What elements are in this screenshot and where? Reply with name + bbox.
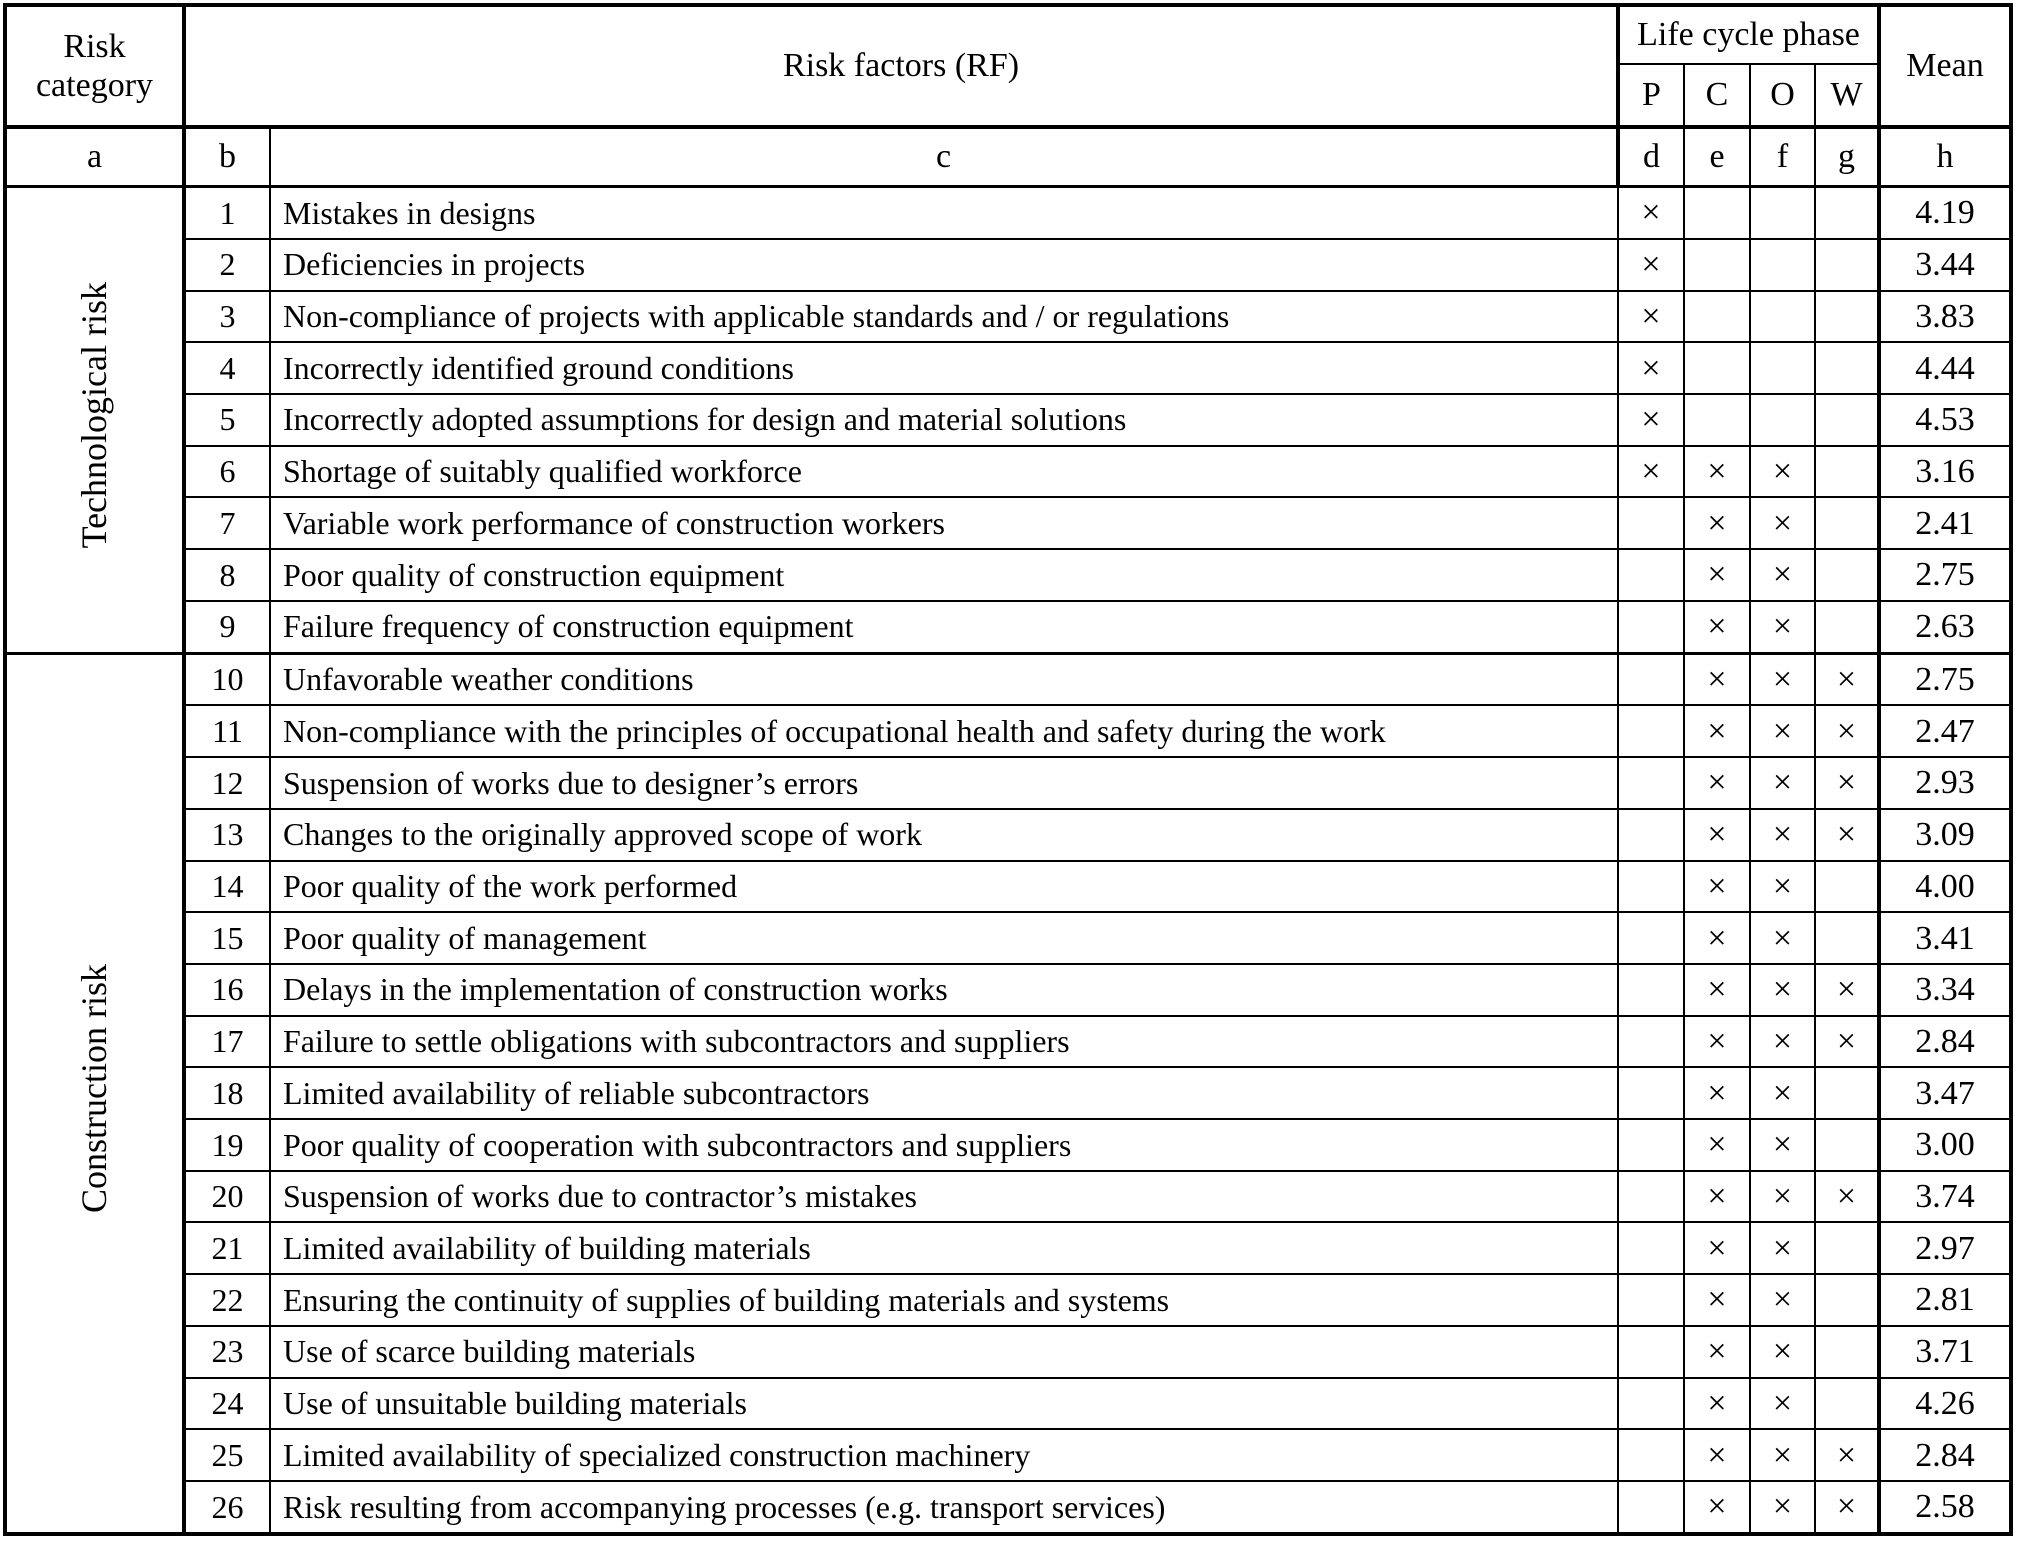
rf-number-cell: 7 <box>184 497 270 549</box>
phase-header-c: C <box>1684 64 1750 127</box>
rf-description-cell: Poor quality of cooperation with subcontractors and suppliers <box>270 1119 1618 1171</box>
phase-c-cell: × <box>1684 1222 1750 1274</box>
table-row <box>5 653 2011 705</box>
phase-o-cell: × <box>1750 497 1815 549</box>
phase-w-cell <box>1815 497 1879 549</box>
rf-number-cell: 15 <box>184 912 270 964</box>
table-row <box>5 809 2011 861</box>
phase-p-cell <box>1618 1326 1684 1378</box>
phase-w-cell <box>1815 446 1879 498</box>
mean-value-cell: 3.74 <box>1879 1171 2011 1223</box>
column-letter-g: g <box>1815 127 1879 187</box>
phase-o-cell <box>1750 291 1815 343</box>
phase-p-cell <box>1618 1067 1684 1119</box>
mean-value-cell: 2.84 <box>1879 1016 2011 1068</box>
phase-c-cell: × <box>1684 1429 1750 1481</box>
table-row <box>5 342 2011 394</box>
mean-value-cell: 2.84 <box>1879 1429 2011 1481</box>
table-header <box>5 5 2011 187</box>
phase-c-cell <box>1684 291 1750 343</box>
phase-p-cell <box>1618 1378 1684 1430</box>
phase-p-cell <box>1618 1016 1684 1068</box>
phase-p-cell <box>1618 1222 1684 1274</box>
column-letter-d: d <box>1618 127 1684 187</box>
phase-w-cell <box>1815 187 1879 239</box>
rf-number-cell: 14 <box>184 861 270 913</box>
rf-number-cell: 16 <box>184 964 270 1016</box>
phase-c-cell: × <box>1684 912 1750 964</box>
rf-description-cell: Incorrectly adopted assumptions for design and material solutions <box>270 394 1618 446</box>
rf-number-cell: 9 <box>184 601 270 653</box>
phase-c-cell: × <box>1684 1067 1750 1119</box>
phase-p-cell <box>1618 705 1684 757</box>
phase-w-cell <box>1815 1119 1879 1171</box>
rf-number-cell: 22 <box>184 1274 270 1326</box>
rf-description-cell: Limited availability of reliable subcontractors <box>270 1067 1618 1119</box>
phase-o-cell: × <box>1750 757 1815 809</box>
mean-value-cell: 2.75 <box>1879 653 2011 705</box>
phase-w-cell: × <box>1815 1481 1879 1534</box>
rf-description-cell: Suspension of works due to contractor’s mistakes <box>270 1171 1618 1223</box>
phase-c-cell: × <box>1684 705 1750 757</box>
phase-p-cell <box>1618 601 1684 653</box>
mean-value-cell: 2.58 <box>1879 1481 2011 1534</box>
phase-c-cell: × <box>1684 1326 1750 1378</box>
phase-p-cell <box>1618 1429 1684 1481</box>
rf-description-cell: Failure to settle obligations with subcontractors and suppliers <box>270 1016 1618 1068</box>
rf-description-cell: Delays in the implementation of construction works <box>270 964 1618 1016</box>
life-cycle-phase-header: Life cycle phase <box>1618 5 1879 64</box>
phase-o-cell: × <box>1750 1119 1815 1171</box>
table-row <box>5 861 2011 913</box>
table-row <box>5 1222 2011 1274</box>
phase-o-cell: × <box>1750 1378 1815 1430</box>
phase-o-cell: × <box>1750 705 1815 757</box>
phase-w-cell <box>1815 394 1879 446</box>
table-row <box>5 601 2011 653</box>
rf-description-cell: Variable work performance of construction workers <box>270 497 1618 549</box>
phase-o-cell: × <box>1750 861 1815 913</box>
phase-c-cell: × <box>1684 549 1750 601</box>
phase-p-cell <box>1618 809 1684 861</box>
risk-category-cell <box>5 187 184 654</box>
phase-o-cell: × <box>1750 549 1815 601</box>
mean-value-cell: 4.19 <box>1879 187 2011 239</box>
header-row-main <box>5 5 2011 64</box>
risk-category-header: Risk category <box>5 5 184 127</box>
phase-w-cell: × <box>1815 1016 1879 1068</box>
phase-o-cell: × <box>1750 1067 1815 1119</box>
mean-value-cell: 2.93 <box>1879 757 2011 809</box>
header-row-letters <box>5 127 2011 187</box>
phase-p-cell <box>1618 1119 1684 1171</box>
phase-o-cell: × <box>1750 809 1815 861</box>
mean-value-cell: 4.26 <box>1879 1378 2011 1430</box>
rf-description-cell: Mistakes in designs <box>270 187 1618 239</box>
risk-category-label: Construction risk <box>73 964 114 1214</box>
rf-number-cell: 3 <box>184 291 270 343</box>
rf-number-cell: 17 <box>184 1016 270 1068</box>
mean-value-cell: 2.75 <box>1879 549 2011 601</box>
group-technological-risk <box>5 187 2011 654</box>
phase-w-cell <box>1815 549 1879 601</box>
rf-description-cell: Shortage of suitably qualified workforce <box>270 446 1618 498</box>
rf-description-cell: Changes to the originally approved scope of work <box>270 809 1618 861</box>
rf-description-cell: Unfavorable weather conditions <box>270 653 1618 705</box>
rf-number-cell: 24 <box>184 1378 270 1430</box>
rf-number-cell: 10 <box>184 653 270 705</box>
column-letter-f: f <box>1750 127 1815 187</box>
phase-p-cell: × <box>1618 446 1684 498</box>
table-row <box>5 446 2011 498</box>
rf-number-cell: 6 <box>184 446 270 498</box>
phase-w-cell: × <box>1815 809 1879 861</box>
rf-description-cell: Use of scarce building materials <box>270 1326 1618 1378</box>
rf-number-cell: 1 <box>184 187 270 239</box>
phase-w-cell: × <box>1815 705 1879 757</box>
column-letter-c: c <box>270 127 1618 187</box>
rf-number-cell: 23 <box>184 1326 270 1378</box>
phase-o-cell: × <box>1750 1222 1815 1274</box>
phase-o-cell <box>1750 342 1815 394</box>
rf-description-cell: Poor quality of the work performed <box>270 861 1618 913</box>
rf-description-cell: Failure frequency of construction equipment <box>270 601 1618 653</box>
table-row <box>5 757 2011 809</box>
risk-factors-table <box>3 3 2013 1536</box>
table-row <box>5 1274 2011 1326</box>
rf-description-cell: Limited availability of specialized construction machinery <box>270 1429 1618 1481</box>
table-row <box>5 1067 2011 1119</box>
rf-number-cell: 21 <box>184 1222 270 1274</box>
phase-o-cell: × <box>1750 653 1815 705</box>
rf-number-cell: 2 <box>184 239 270 291</box>
phase-p-cell <box>1618 1481 1684 1534</box>
mean-value-cell: 4.44 <box>1879 342 2011 394</box>
phase-o-cell: × <box>1750 1171 1815 1223</box>
phase-w-cell <box>1815 239 1879 291</box>
phase-p-cell <box>1618 757 1684 809</box>
mean-value-cell: 3.83 <box>1879 291 2011 343</box>
phase-o-cell: × <box>1750 1481 1815 1534</box>
rf-number-cell: 12 <box>184 757 270 809</box>
phase-o-cell: × <box>1750 601 1815 653</box>
rf-number-cell: 26 <box>184 1481 270 1534</box>
mean-value-cell: 2.47 <box>1879 705 2011 757</box>
rf-description-cell: Deficiencies in projects <box>270 239 1618 291</box>
column-letter-h: h <box>1879 127 2011 187</box>
rf-number-cell: 13 <box>184 809 270 861</box>
rf-description-cell: Suspension of works due to designer’s errors <box>270 757 1618 809</box>
phase-o-cell: × <box>1750 912 1815 964</box>
phase-p-cell: × <box>1618 187 1684 239</box>
phase-c-cell: × <box>1684 653 1750 705</box>
mean-value-cell: 2.41 <box>1879 497 2011 549</box>
phase-w-cell <box>1815 342 1879 394</box>
mean-value-cell: 4.53 <box>1879 394 2011 446</box>
mean-value-cell: 3.41 <box>1879 912 2011 964</box>
phase-o-cell: × <box>1750 1326 1815 1378</box>
phase-w-cell <box>1815 601 1879 653</box>
rf-description-cell: Limited availability of building materials <box>270 1222 1618 1274</box>
mean-value-cell: 3.16 <box>1879 446 2011 498</box>
phase-o-cell: × <box>1750 1274 1815 1326</box>
phase-w-cell <box>1815 291 1879 343</box>
table-row <box>5 497 2011 549</box>
phase-w-cell <box>1815 1067 1879 1119</box>
risk-factors-header: Risk factors (RF) <box>184 5 1618 127</box>
table-row <box>5 705 2011 757</box>
rf-description-cell: Use of unsuitable building materials <box>270 1378 1618 1430</box>
rf-number-cell: 25 <box>184 1429 270 1481</box>
phase-p-cell <box>1618 653 1684 705</box>
rf-number-cell: 19 <box>184 1119 270 1171</box>
phase-p-cell <box>1618 1171 1684 1223</box>
phase-c-cell: × <box>1684 1171 1750 1223</box>
phase-w-cell <box>1815 1222 1879 1274</box>
mean-header: Mean <box>1879 5 2011 127</box>
phase-w-cell: × <box>1815 653 1879 705</box>
table-row <box>5 1481 2011 1534</box>
phase-p-cell <box>1618 1274 1684 1326</box>
rf-number-cell: 20 <box>184 1171 270 1223</box>
phase-w-cell <box>1815 861 1879 913</box>
phase-w-cell <box>1815 1326 1879 1378</box>
mean-value-cell: 3.44 <box>1879 239 2011 291</box>
rf-number-cell: 18 <box>184 1067 270 1119</box>
phase-c-cell: × <box>1684 964 1750 1016</box>
phase-c-cell: × <box>1684 1119 1750 1171</box>
phase-c-cell: × <box>1684 757 1750 809</box>
mean-value-cell: 3.34 <box>1879 964 2011 1016</box>
table-row <box>5 291 2011 343</box>
phase-c-cell <box>1684 187 1750 239</box>
phase-w-cell: × <box>1815 1429 1879 1481</box>
mean-value-cell: 3.71 <box>1879 1326 2011 1378</box>
table-row <box>5 1378 2011 1430</box>
phase-w-cell: × <box>1815 1171 1879 1223</box>
phase-p-cell <box>1618 912 1684 964</box>
rf-description-cell: Poor quality of management <box>270 912 1618 964</box>
phase-o-cell: × <box>1750 964 1815 1016</box>
phase-p-cell: × <box>1618 239 1684 291</box>
phase-c-cell <box>1684 394 1750 446</box>
phase-o-cell <box>1750 187 1815 239</box>
rf-description-cell: Risk resulting from accompanying processes (e.g. transport services) <box>270 1481 1618 1534</box>
phase-c-cell <box>1684 342 1750 394</box>
phase-w-cell: × <box>1815 757 1879 809</box>
risk-category-label: Technological risk <box>73 282 114 549</box>
phase-c-cell: × <box>1684 861 1750 913</box>
table-row <box>5 1429 2011 1481</box>
phase-o-cell <box>1750 239 1815 291</box>
mean-value-cell: 4.00 <box>1879 861 2011 913</box>
phase-p-cell: × <box>1618 291 1684 343</box>
phase-c-cell: × <box>1684 809 1750 861</box>
rf-number-cell: 8 <box>184 549 270 601</box>
phase-p-cell: × <box>1618 394 1684 446</box>
mean-value-cell: 3.00 <box>1879 1119 2011 1171</box>
phase-c-cell <box>1684 239 1750 291</box>
phase-o-cell: × <box>1750 1429 1815 1481</box>
phase-w-cell <box>1815 1274 1879 1326</box>
column-letter-e: e <box>1684 127 1750 187</box>
phase-c-cell: × <box>1684 1481 1750 1534</box>
phase-o-cell: × <box>1750 446 1815 498</box>
mean-value-cell: 2.63 <box>1879 601 2011 653</box>
mean-value-cell: 3.09 <box>1879 809 2011 861</box>
phase-p-cell <box>1618 964 1684 1016</box>
phase-w-cell: × <box>1815 964 1879 1016</box>
table-row <box>5 1171 2011 1223</box>
table-row <box>5 964 2011 1016</box>
rf-description-cell: Incorrectly identified ground conditions <box>270 342 1618 394</box>
phase-w-cell <box>1815 912 1879 964</box>
phase-o-cell: × <box>1750 1016 1815 1068</box>
table-row <box>5 549 2011 601</box>
mean-value-cell: 2.97 <box>1879 1222 2011 1274</box>
phase-c-cell: × <box>1684 1378 1750 1430</box>
phase-w-cell <box>1815 1378 1879 1430</box>
phase-c-cell: × <box>1684 497 1750 549</box>
phase-header-o: O <box>1750 64 1815 127</box>
table-row <box>5 1016 2011 1068</box>
rf-description-cell: Ensuring the continuity of supplies of building materials and systems <box>270 1274 1618 1326</box>
rf-number-cell: 5 <box>184 394 270 446</box>
table-row <box>5 239 2011 291</box>
phase-o-cell <box>1750 394 1815 446</box>
phase-p-cell <box>1618 549 1684 601</box>
phase-c-cell: × <box>1684 1274 1750 1326</box>
mean-value-cell: 3.47 <box>1879 1067 2011 1119</box>
table-row <box>5 1119 2011 1171</box>
table-row <box>5 394 2011 446</box>
mean-value-cell: 2.81 <box>1879 1274 2011 1326</box>
column-letter-a: a <box>5 127 184 187</box>
rf-description-cell: Non-compliance of projects with applicable standards and / or regulations <box>270 291 1618 343</box>
phase-p-cell <box>1618 497 1684 549</box>
phase-header-w: W <box>1815 64 1879 127</box>
phase-c-cell: × <box>1684 601 1750 653</box>
table-row <box>5 187 2011 239</box>
risk-category-cell <box>5 653 184 1534</box>
phase-c-cell: × <box>1684 446 1750 498</box>
phase-p-cell <box>1618 861 1684 913</box>
table-row <box>5 1326 2011 1378</box>
rf-description-cell: Poor quality of construction equipment <box>270 549 1618 601</box>
rf-number-cell: 11 <box>184 705 270 757</box>
table-row <box>5 912 2011 964</box>
rf-description-cell: Non-compliance with the principles of occupational health and safety during the work <box>270 705 1618 757</box>
rf-number-cell: 4 <box>184 342 270 394</box>
group-construction-risk <box>5 653 2011 1534</box>
column-letter-b: b <box>184 127 270 187</box>
phase-c-cell: × <box>1684 1016 1750 1068</box>
phase-p-cell: × <box>1618 342 1684 394</box>
phase-header-p: P <box>1618 64 1684 127</box>
